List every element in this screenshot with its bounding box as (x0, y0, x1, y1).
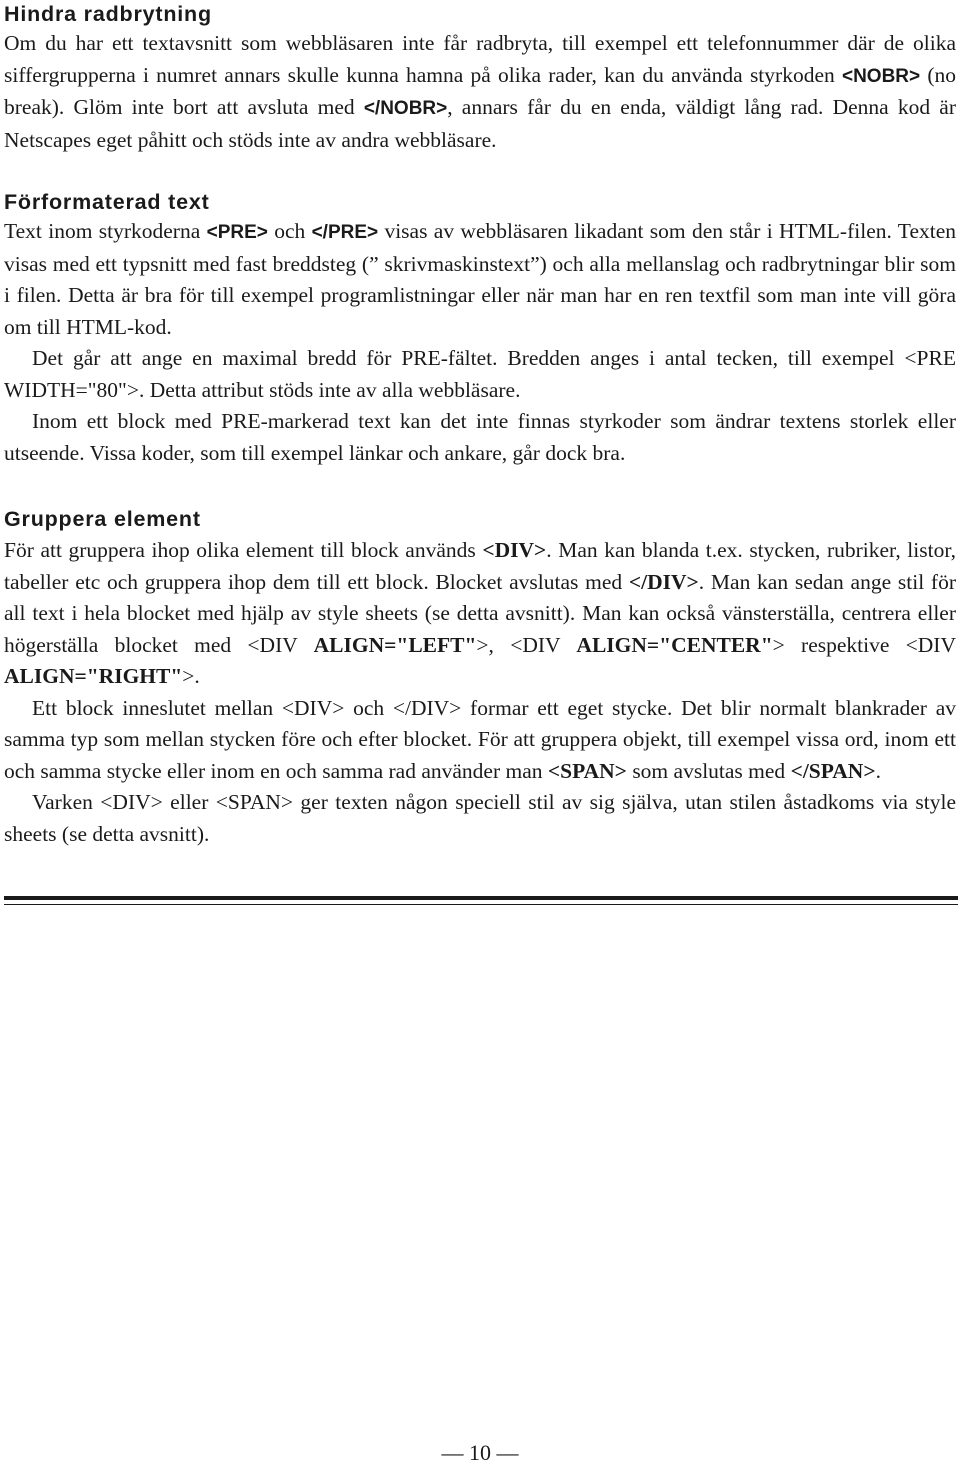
section-hindra-radbrytning (4, 28, 956, 156)
text-run: >, <DIV (476, 632, 577, 657)
text-run: Om du har ett textavsnitt som webbläsaren inte får radbryta, till exempel ett telefonnummer där de olika siffergrupperna i numret annars skulle kunna hamna på olika rader, kan du använda styrkoden (4, 31, 956, 87)
page-number: — 10 — (441, 1440, 519, 1465)
text-run: (no break). Glöm inte bort att avsluta med (4, 62, 956, 119)
text-run: Ett block inneslutet mellan <DIV> och </DIV> formar ett eget stycke. Det blir normalt blankrader av samma typ som mellan stycken före och efter blocket. För att gruppera objekt, till exempel vissa ord, inom ett och samma stycke eller inom en och samma rad använder man (4, 695, 956, 783)
section-divider (4, 896, 958, 900)
paragraph: Varken <DIV> eller <SPAN> ger texten någon speciell stil av sig själva, utan stilen åstadkoms via style sheets (se detta avsnitt). (4, 790, 956, 846)
paragraph: Inom ett block med PRE-markerad text kan det inte finnas styrkoder som ändrar textens storlek eller utseende. Vissa koder, som till exempel länkar och ankare, går dock bra. (4, 409, 956, 465)
heading-forformaterad-text: Förformaterad text (4, 190, 210, 214)
text-run: . Man kan sedan ange stil för all text i hela blocket med hjälp av style sheets (se detta avsnitt). Man kan också vänsterställa, centrera eller högerställa blocket med <DIV (4, 569, 956, 657)
section-divider-thin (4, 904, 958, 905)
code-tag: <NOBR> (841, 65, 921, 87)
code-tag: </NOBR> (363, 98, 448, 119)
paragraph (4, 693, 956, 788)
code-attr: ALIGN="CENTER" (576, 632, 773, 657)
text-run: visas av webbläsaren likadant som den står i HTML-filen. Texten visas med ett typsnitt med fast breddsteg (” skrivmaskinstext”) och alla mellanslag och radbrytningar blir som i filen. Detta är bra för till exempel programlistningar eller när man har en ren textfil som man inte vill göra om till HTML-kod. (4, 219, 956, 339)
paragraph (4, 28, 956, 156)
code-attr: ALIGN="RIGHT" (4, 664, 183, 688)
paragraph: Det går att ange en maximal bredd för PRE-fältet. Bredden anges i antal tecken, till exempel <PRE WIDTH="80">. Detta attribut stöds inte av alla webbläsare. (4, 346, 956, 402)
code-tag: </DIV> (628, 569, 699, 594)
paragraph (4, 535, 956, 693)
heading-gruppera-element: Gruppera element (4, 507, 201, 531)
code-attr: ALIGN="LEFT" (313, 632, 477, 657)
code-tag: <SPAN> (547, 758, 627, 783)
code-tag: <PRE> (206, 222, 268, 243)
text-run: För att gruppera ihop olika element till block används (4, 538, 483, 562)
code-tag: <DIV> (482, 538, 547, 562)
heading-hindra-radbrytning: Hindra radbrytning (4, 2, 212, 26)
text-run: . (875, 758, 881, 783)
text-run: > respektive <DIV (772, 632, 956, 657)
text-run: >. (182, 664, 200, 688)
text-run: och (267, 219, 312, 243)
text-run: , annars får du en enda, väldigt lång rad. Denna kod är Netscapes eget påhitt och stöds inte av andra webbläsare. (4, 95, 956, 152)
text-run: som avslutas med (626, 758, 791, 783)
code-tag: </SPAN> (790, 758, 876, 783)
code-tag: </PRE> (311, 222, 379, 243)
text-run: . Man kan blanda t.ex. stycken, rubriker, listor, tabeller etc och gruppera ihop dem till ett block. Blocket avslutas med (4, 538, 956, 594)
paragraph (4, 216, 956, 343)
section-gruppera-element (4, 535, 956, 850)
section-forformaterad-text (4, 216, 956, 469)
text-run: Text inom styrkoderna (4, 219, 207, 243)
